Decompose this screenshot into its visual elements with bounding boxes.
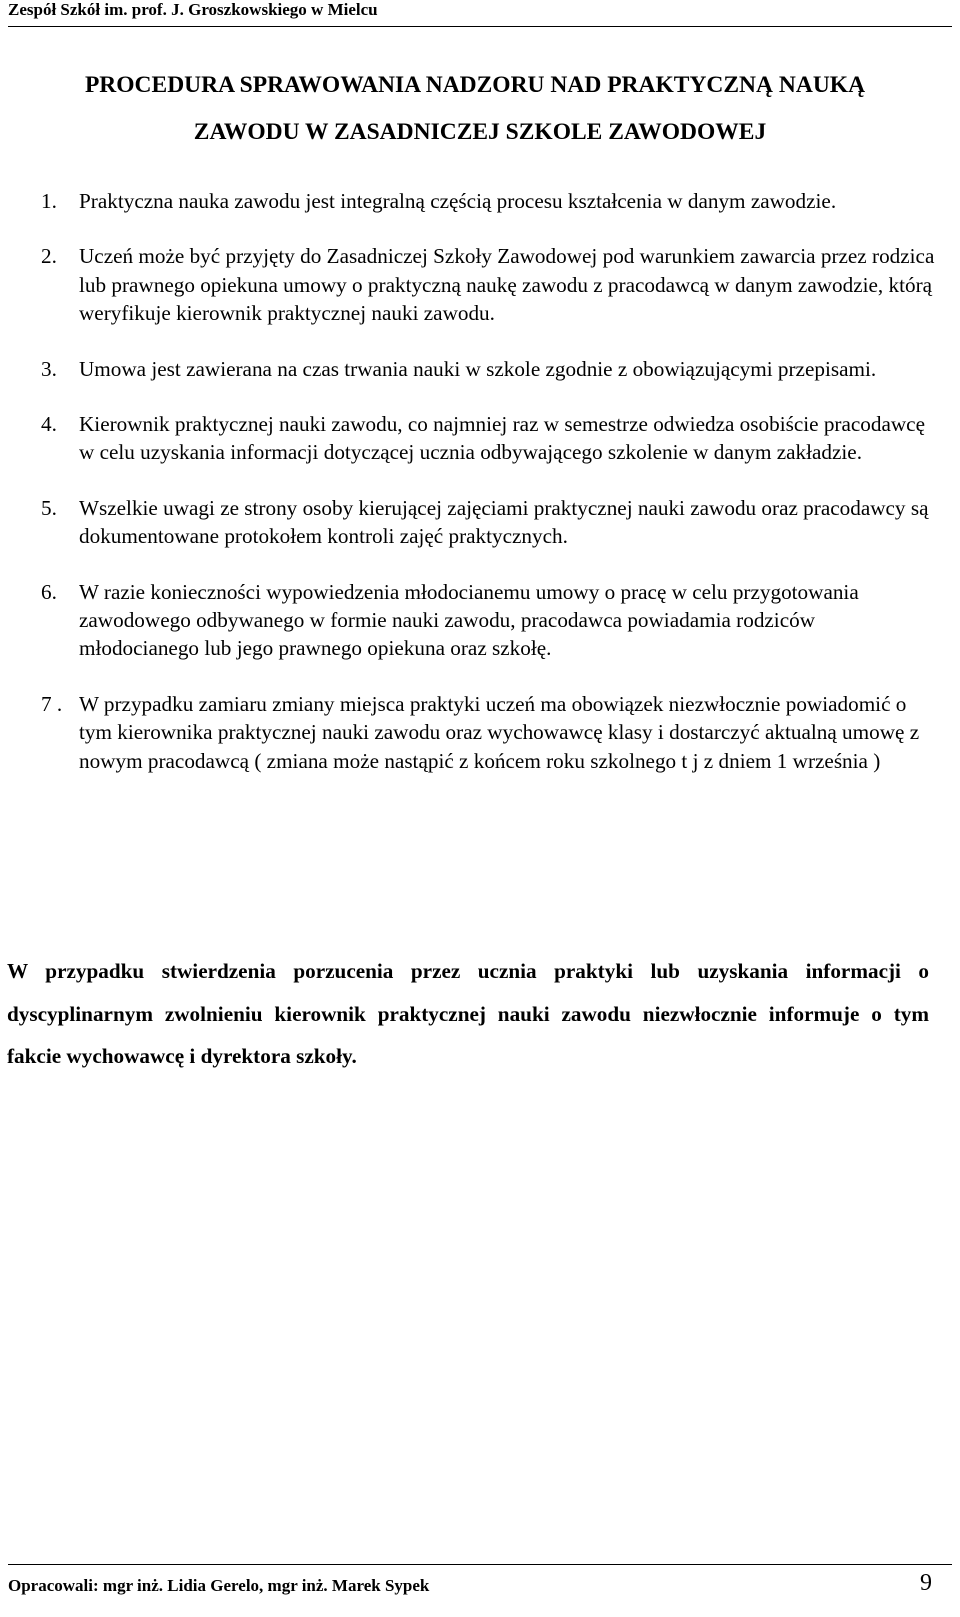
- item-text: Kierownik praktycznej nauki zawodu, co najmniej raz w semestrze odwiedza osobiście pracodawcę w celu uzyskania informacji dotyczącej ucznia odbywającego szkolenie w danym zakładzie.: [79, 412, 925, 465]
- closing-statement: W przypadku stwierdzenia porzucenia przez ucznia praktyki lub uzyskania informacji o dyscyplinarnym zwolnieniu kierownik praktycznej nauki zawodu niezwłocznie informuje o tym fakcie wychowawcę i dyrektora szkoły.: [7, 959, 929, 1068]
- procedure-list: [37, 187, 937, 802]
- item-number: 1.: [41, 189, 57, 213]
- item-number: 5.: [41, 495, 57, 520]
- item-number: 3.: [41, 356, 57, 381]
- list-item: [37, 690, 937, 775]
- list-item: [37, 355, 937, 383]
- list-item: [37, 578, 937, 663]
- footer-authors: Opracowali: mgr inż. Lidia Gerelo, mgr inż. Marek Sypek: [8, 1576, 430, 1595]
- item-text: Umowa jest zawierana na czas trwania nauki w szkole zgodnie z obowiązującymi przepisami.: [79, 356, 877, 381]
- item-text: Wszelkie uwagi ze strony osoby kierującej zajęciami praktycznej nauki zawodu oraz pracodawcy są dokumentowane protokołem kontroli zajęć praktycznych.: [79, 495, 929, 549]
- item-text: W przypadku zamiaru zmiany miejsca praktyki uczeń ma obowiązek niezwłocznie powiadomić o tym kierownika praktycznej nauki zawodu oraz wychowawcę klasy i dostarczyć aktualną umowę z nowym pracodawcą ( zmiana może nastąpić z końcem roku szkolnego t j z dniem 1 września ): [79, 691, 920, 773]
- item-number: 6.: [41, 579, 57, 604]
- item-number: 7 .: [41, 691, 63, 716]
- list-item: [37, 187, 937, 215]
- document-title-line-1: PROCEDURA SPRAWOWANIA NADZORU NAD PRAKTYCZNĄ NAUKĄ: [84, 72, 866, 98]
- page-footer: [8, 1564, 952, 1610]
- page-header: [8, 0, 952, 27]
- list-item: [37, 494, 937, 551]
- list-item: [37, 410, 937, 467]
- footer-divider: [8, 1564, 952, 1565]
- item-text: W razie konieczności wypowiedzenia młodocianemu umowy o pracę w celu przygotowania zawodowego odbywanego w formie nauki zawodu, pracodawca powiadamia rodziców młodocianego lub jego prawnego opiekuna oraz szkołę.: [79, 579, 859, 661]
- page-number: 9: [920, 1570, 932, 1596]
- list-item: [37, 242, 937, 327]
- document-title-line-2: ZAWODU W ZASADNICZEJ SZKOLE ZAWODOWEJ: [193, 119, 767, 145]
- item-text: Uczeń może być przyjęty do Zasadniczej Szkoły Zawodowej pod warunkiem zawarcia przez rodzica lub prawnego opiekuna umowy o praktyczną naukę zawodu z pracodawcą w danym zawodzie, którą weryfikuje kierownik praktycznej nauki zawodu.: [79, 244, 935, 326]
- school-name: Zespół Szkół im. prof. J. Groszkowskiego w Mielcu: [8, 0, 378, 19]
- item-number: 2.: [41, 244, 57, 269]
- item-number: 4.: [41, 412, 57, 437]
- item-text: Praktyczna nauka zawodu jest integralną częścią procesu kształcenia w danym zawodzie.: [79, 189, 837, 213]
